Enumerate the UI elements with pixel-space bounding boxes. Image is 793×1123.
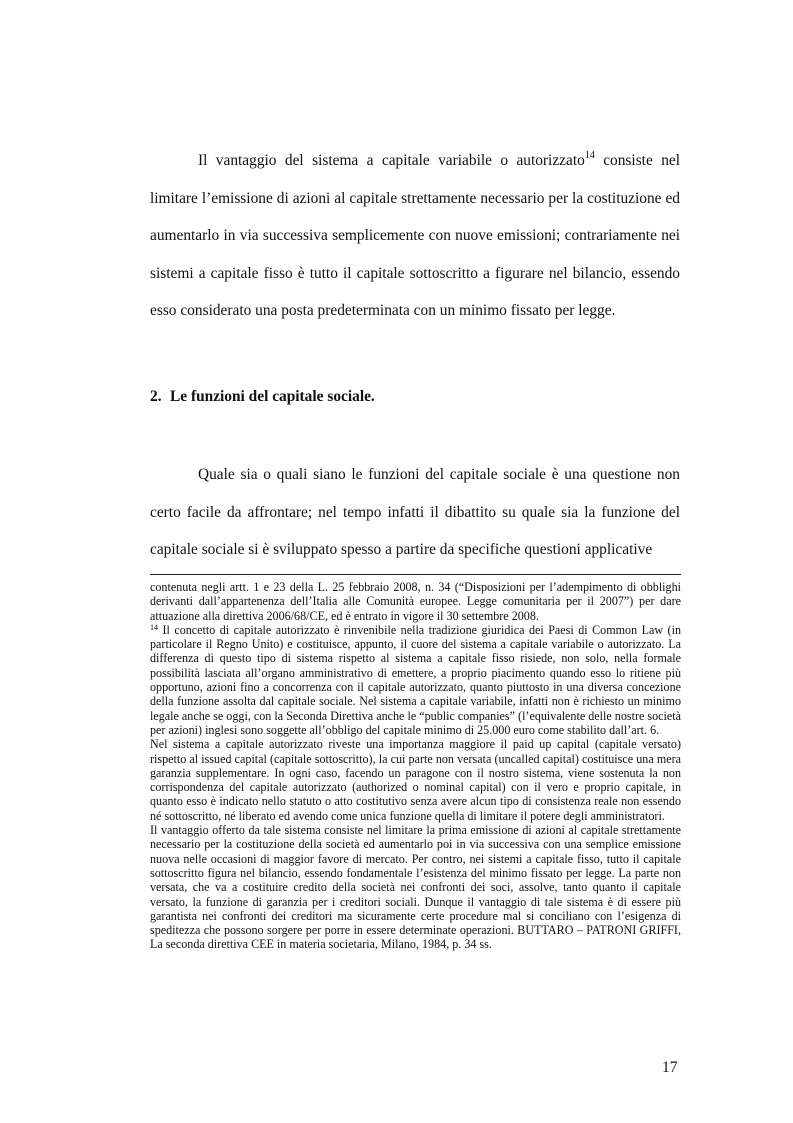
footnote-14-paragraph-2: Nel sistema a capitale autorizzato riveste una importanza maggiore il paid up capital (capitale versato) rispetto al issued capital (capitale sottoscritto), la cui parte non versata (uncalled capital) costituisce una mera garanzia supplementare. In ogni caso, facendo un paragone con il nostro sistema, viene sostenuta la non corrispondenza del capitale autorizzato (authorized o nominal capital) con il vero e proprio capitale, in quanto esso è indicato nello statuto o atto costitutivo senza avere alcun tipo di consistenza reale non essendo né sottoscritto, né liberato ed avendo come unica funzione quella di limitare il potere degli amministratori. (150, 737, 681, 823)
page-number: 17 (662, 1059, 678, 1076)
footnote-ref-14[interactable]: 14 (584, 150, 595, 161)
footnote-14-paragraph-3: Il vantaggio offerto da tale sistema consiste nel limitare la prima emissione di azioni al capitale strettamente necessario per la costituzione della società ed aumentarlo poi in via successiva con una semplice emissione nuova nelle occasioni di maggior favore di mercato. Per contro, nei sistemi a capitale fisso, tutto il capitale sottoscritto figura nel bilancio, essendo fondamentale l’esistenza del minimo fissato per legge. La parte non versata, che va a costituire credito della società nei confronti dei soci, assolve, tanto quanto il capitale versato, la funzione di garanzia per i creditori sociali. Dunque il vantaggio di tale sistema è di essere più garantista nei confronti dei creditori ma sicuramente certe procedure mal si conciliano con l’esigenza di speditezza che possono sorgere per porre in essere determinate operazioni. BUTTARO – PATRONI GRIFFI, La seconda direttiva CEE in materia societaria, Milano, 1984, p. 34 ss. (150, 823, 681, 952)
paragraph-1-text-a: Il vantaggio del sistema a capitale variabile o autorizzato (198, 152, 585, 169)
footnote-14-marker: 14 (150, 622, 158, 632)
footnotes (150, 580, 681, 952)
footnote-14 (150, 623, 681, 737)
footnote-14-paragraph-1: Il concetto di capitale autorizzato è rinvenibile nella tradizione giuridica dei Paesi di Common Law (in particolare il Regno Unito) e costituisce, appunto, il cuore del sistema a capitale variabile o autorizzato. La differenza di questo tipo di sistema rispetto al sistema a capitale fisso risiede, non solo, nella formale possibilità lasciata all’organo amministrativo di emettere, a proprio piacimento quando esso lo ritiene più opportuno, azioni fino a concorrenza con il capitale autorizzato, quanto piuttosto in una diversa concezione della funzione assolta dal capitale sociale. Nel sistema a capitale variabile, infatti non è richiesto un minimo legale anche se oggi, con la Seconda Direttiva anche le “public companies” (l’equivalente delle nostre società per azioni) inglesi sono soggette all’obbligo del capitale minimo di 25.000 euro come stabilito dall’art. 6. (150, 622, 681, 737)
body-paragraph-2: Quale sia o quali siano le funzioni del capitale sociale è una questione non certo facile da affrontare; nel tempo infatti il dibattito su quale sia la funzione del capitale sociale si è sviluppato spesso a partire da specifiche questioni applicative (150, 466, 680, 558)
footnote-separator (150, 574, 681, 575)
section-title: Le funzioni del capitale sociale. (170, 388, 375, 405)
body-paragraph-1 (150, 142, 680, 330)
section-number: 2. (150, 388, 162, 405)
footnote-continuation: contenuta negli artt. 1 e 23 della L. 25 febbraio 2008, n. 34 (“Disposizioni per l’adempimento di obblighi derivanti dall’appartenenza dell’Italia alle Comunità europee. Legge comunitaria per il 2007”) per dare attuazione alla direttiva 2006/68/CE, ed è entrato in vigore il 30 settembre 2008. (150, 580, 681, 623)
paragraph-1-text-b: consiste nel limitare l’emissione di azioni al capitale strettamente necessario per la costituzione ed aumentarlo in via successiva semplicemente con nuove emissioni; contrariamente nei sistemi a capitale fisso è tutto il capitale sottoscritto a figurare nel bilancio, essendo esso considerato una posta predeterminata con un minimo fissato per legge. (150, 152, 680, 319)
section-heading (150, 386, 375, 408)
